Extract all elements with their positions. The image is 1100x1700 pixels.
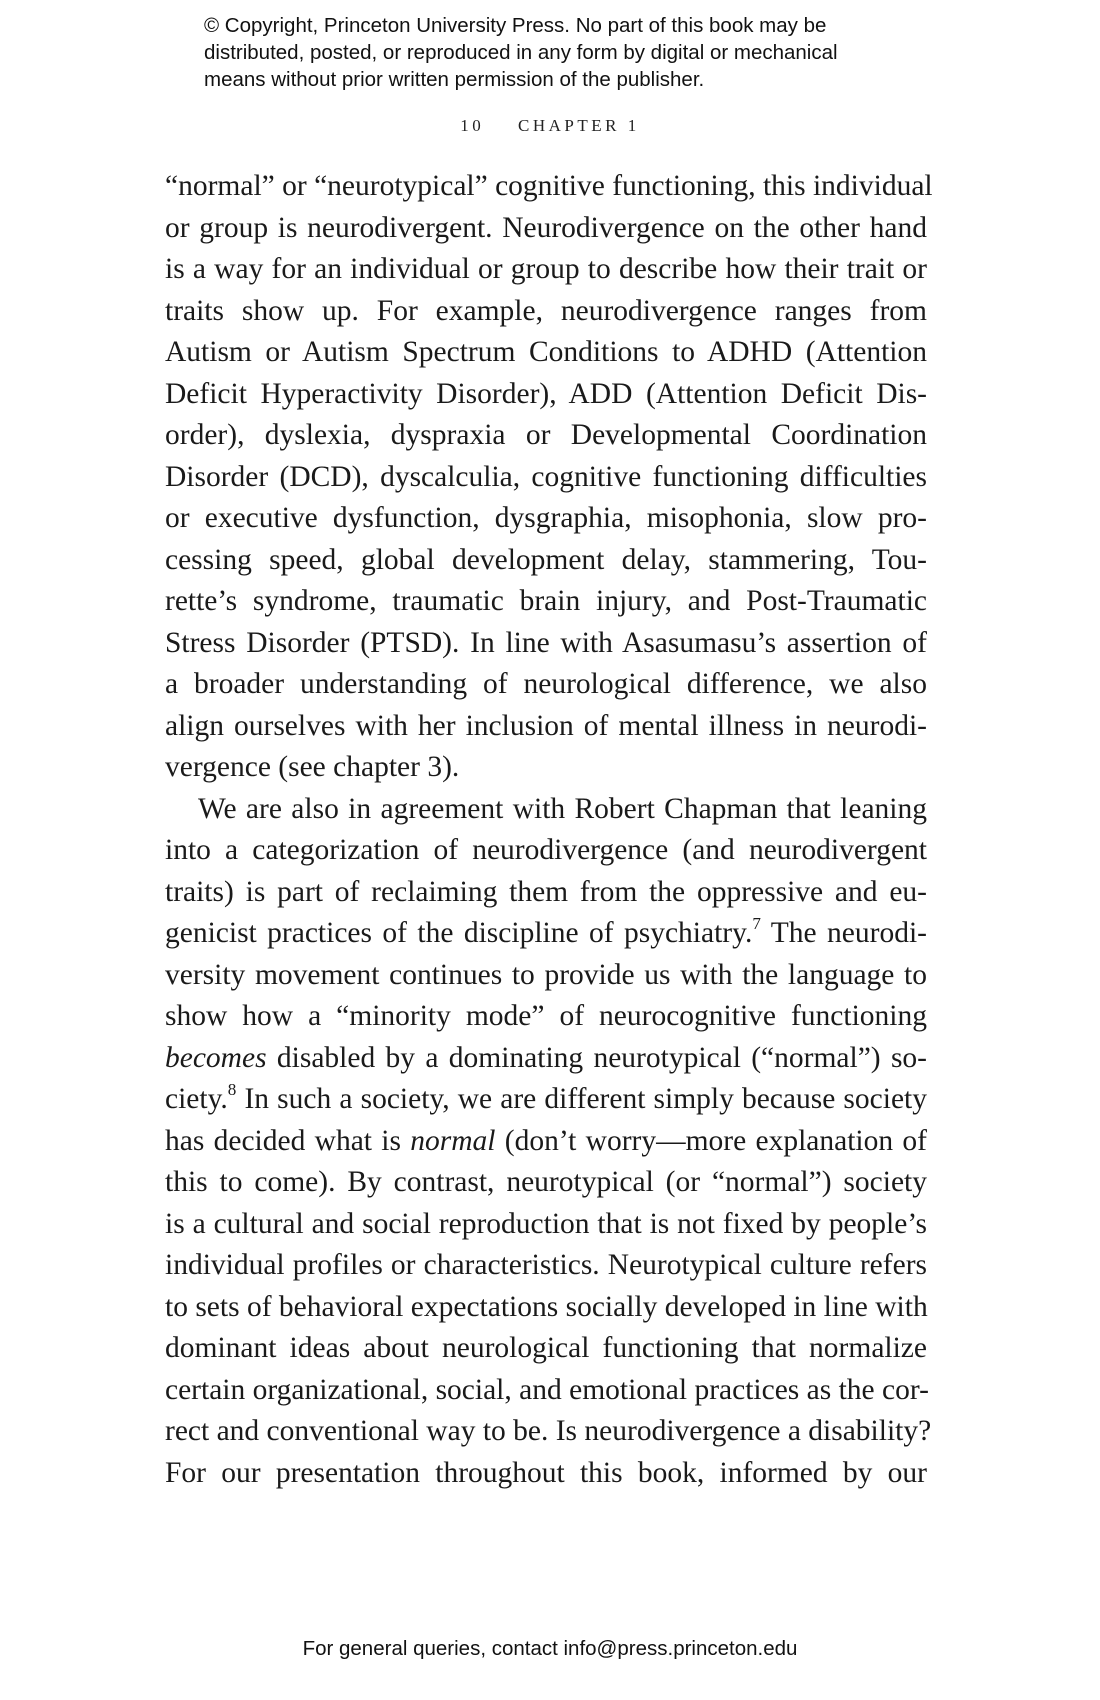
- text-line: to sets of behavioral expectations socially developed in line with: [165, 1290, 928, 1323]
- footer-contact: For general queries, contact info@press.princeton.edu: [302, 1637, 798, 1660]
- text-line: certain organizational, social, and emotional practices as the cor-: [165, 1373, 929, 1406]
- text-line: cessing speed, global development delay, stammering, Tou-: [165, 543, 927, 576]
- text-line: [165, 1079, 927, 1121]
- text-line: [165, 913, 927, 955]
- emphasis-text: becomes: [165, 1041, 267, 1074]
- text-run: In such a society, we are different simply because society: [236, 1083, 927, 1115]
- text-line: traits) is part of reclaiming them from the oppressive and eu-: [165, 875, 927, 908]
- copyright-line: © Copyright, Princeton University Press. No part of this book may be: [204, 14, 827, 37]
- running-head: [0, 116, 1100, 136]
- text-line: vergence (see chapter 3).: [165, 751, 460, 783]
- text-line: order), dyslexia, dyspraxia or Developmental Coordination: [165, 419, 927, 451]
- text-line: a broader understanding of neurological difference, we also: [165, 668, 927, 700]
- text-line: show how a “minority mode” of neurocognitive functioning: [165, 1000, 927, 1032]
- text-line: is a way for an individual or group to describe how their trait or: [165, 253, 927, 285]
- text-line: We are also in agreement with Robert Chapman that leaning: [198, 792, 927, 825]
- footnote-ref-8[interactable]: 8: [227, 1080, 237, 1100]
- text-line: dominant ideas about neurological functioning that normalize: [165, 1332, 927, 1364]
- footnote-ref-7[interactable]: 7: [752, 914, 761, 934]
- paragraph-2: [165, 789, 932, 1495]
- text-line: Disorder (DCD), dyscalculia, cognitive functioning difficulties: [165, 460, 927, 493]
- text-line: rect and conventional way to be. Is neurodivergence a disability?: [165, 1415, 932, 1447]
- text-line: [165, 1121, 927, 1163]
- text-line: rette’s syndrome, traumatic brain injury, and Post-Traumatic: [165, 585, 927, 617]
- text-line: or executive dysfunction, dysgraphia, misophonia, slow pro-: [165, 502, 927, 534]
- text-line: this to come). By contrast, neurotypical (or “normal”) society: [165, 1166, 927, 1198]
- page-number: 10: [460, 116, 485, 135]
- copyright-line: means without prior written permission of the publisher.: [204, 68, 705, 91]
- text-line: align ourselves with her inclusion of mental illness in neurodi-: [165, 709, 927, 742]
- text-line: Deficit Hyperactivity Disorder), ADD (Attention Deficit Dis-: [165, 377, 927, 410]
- text-line: into a categorization of neurodivergence (and neurodivergent: [165, 834, 927, 866]
- copyright-notice: [204, 12, 924, 93]
- text-line: is a cultural and social reproduction that is not fixed by people’s: [165, 1207, 927, 1240]
- chapter-label: CHAPTER 1: [518, 116, 640, 135]
- text-run: genicist practices of the discipline of psychiatry.: [165, 917, 753, 949]
- text-line: For our presentation throughout this book, informed by our: [165, 1456, 927, 1489]
- text-line: “normal” or “neurotypical” cognitive functioning, this individual: [165, 170, 933, 202]
- text-run: disabled by a dominating neurotypical (“normal”) so-: [266, 1041, 927, 1074]
- text-run: ciety.: [165, 1083, 228, 1115]
- emphasis-text: normal: [410, 1124, 496, 1157]
- text-line: [165, 1038, 927, 1080]
- text-run: (don’t worry—more explanation of: [495, 1124, 927, 1157]
- text-run: The neurodi-: [760, 917, 927, 949]
- text-line: traits show up. For example, neurodivergence ranges from: [165, 294, 927, 327]
- text-line: or group is neurodivergent. Neurodivergence on the other hand: [165, 211, 927, 244]
- text-line: individual profiles or characteristics. Neurotypical culture refers: [165, 1249, 927, 1281]
- text-line: Autism or Autism Spectrum Conditions to ADHD (Attention: [165, 336, 927, 368]
- text-line: versity movement continues to provide us with the language to: [165, 958, 927, 991]
- text-run: has decided what is: [165, 1124, 411, 1157]
- text-line: Stress Disorder (PTSD). In line with Asasumasu’s assertion of: [165, 626, 927, 659]
- paragraph-1: [165, 166, 933, 789]
- copyright-line: distributed, posted, or reproduced in any form by digital or mechanical: [204, 41, 838, 64]
- body-text: [165, 166, 933, 1494]
